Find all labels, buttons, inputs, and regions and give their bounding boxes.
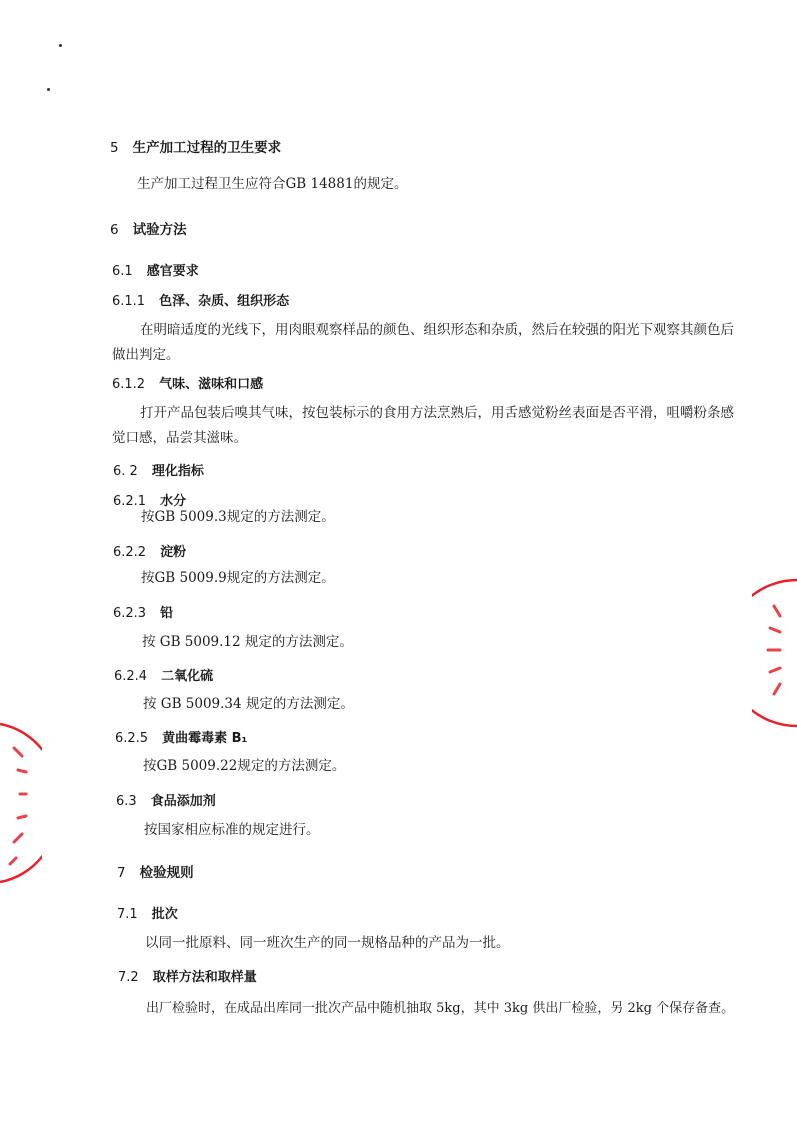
section-title: 检验规则	[139, 865, 194, 881]
section-title: 理化指标	[151, 464, 204, 479]
section-title: 批次	[151, 907, 178, 922]
paragraph-6-2-2: 按GB 5009.9规定的方法测定。	[141, 570, 335, 586]
section-title: 黄曲霉毒素 B₁	[162, 731, 248, 746]
seal-stamp-right	[752, 578, 797, 728]
section-number: 6.2.2	[113, 545, 147, 560]
section-title: 取样方法和取样量	[152, 970, 257, 985]
section-number: 6.2.5	[115, 731, 149, 746]
section-number: 6.2.3	[113, 606, 147, 621]
section-number: 6. 2	[113, 464, 138, 479]
heading-6-1-2	[112, 373, 263, 392]
section-title: 淀粉	[160, 545, 187, 560]
heading-section-5	[110, 136, 281, 156]
seal-arc	[752, 580, 797, 726]
section-number: 7.1	[117, 907, 138, 922]
paragraph-5: 生产加工过程卫生应符合GB 14881的规定。	[137, 176, 408, 192]
paragraph-6-2-5: 按GB 5009.22规定的方法测定。	[143, 758, 346, 774]
section-number: 7	[117, 865, 126, 881]
paragraph-6-1-2: 打开产品包装后嗅其气味，按包装标示的食用方法烹熟后，用舌感觉粉丝表面是否平滑，咀嚼粉条感觉口感，品尝其滋味。	[112, 405, 734, 446]
section-number: 6.2.1	[113, 494, 147, 509]
paragraph-6-3: 按国家相应标准的规定进行。	[144, 822, 320, 838]
heading-6-2-2	[113, 541, 186, 560]
heading-6-1	[112, 260, 199, 279]
section-title: 食品添加剂	[150, 794, 216, 809]
section-number: 5	[110, 140, 119, 156]
heading-7-2	[118, 966, 257, 985]
heading-6-2-5	[115, 727, 247, 746]
heading-section-7	[117, 861, 194, 881]
paragraph-7-1: 以同一批原料、同一班次生产的同一规格品种的产品为一批。	[145, 935, 510, 951]
heading-6-2	[113, 460, 204, 479]
section-title: 试验方法	[132, 222, 187, 238]
heading-7-1	[117, 903, 178, 922]
heading-section-6	[110, 218, 187, 238]
section-number: 6.1.2	[112, 377, 146, 392]
paragraph-6-1-1: 在明暗适度的光线下，用肉眼观察样品的颜色、组织形态和杂质，然后在较强的阳光下观察其颜色后做出判定。	[112, 322, 734, 363]
section-number: 6.1	[112, 264, 133, 279]
section-title: 铅	[160, 606, 174, 621]
scan-speck	[59, 44, 62, 47]
section-number: 6.3	[116, 794, 137, 809]
paragraph-6-2-4: 按 GB 5009.34 规定的方法测定。	[143, 696, 354, 712]
section-title: 水分	[160, 494, 187, 509]
seal-marks	[10, 748, 26, 864]
section-title: 二氧化硫	[161, 669, 214, 684]
section-title: 生产加工过程的卫生要求	[132, 140, 282, 156]
section-number: 7.2	[118, 970, 139, 985]
heading-6-2-3	[113, 602, 173, 621]
heading-6-3	[116, 790, 216, 809]
seal-arc	[0, 724, 42, 882]
heading-6-2-4	[114, 665, 213, 684]
section-title: 气味、滋味和口感	[159, 377, 264, 392]
section-number: 6.2.4	[114, 669, 148, 684]
paragraph-7-2: 出厂检验时，在成品出库同一批次产品中随机抽取 5kg，其中 3kg 供出厂检验，另 2kg 个保存备查。	[146, 1001, 735, 1016]
seal-marks	[768, 606, 780, 694]
scan-speck	[47, 88, 50, 91]
paragraph-6-2-1: 按GB 5009.3规定的方法测定。	[141, 509, 335, 525]
heading-6-1-1	[112, 290, 289, 309]
seal-stamp-left	[0, 718, 42, 888]
section-number: 6.1.1	[112, 294, 146, 309]
section-title: 色泽、杂质、组织形态	[159, 294, 290, 309]
section-number: 6	[110, 222, 119, 238]
paragraph-6-2-3: 按 GB 5009.12 规定的方法测定。	[142, 634, 353, 650]
section-title: 感官要求	[146, 264, 199, 279]
